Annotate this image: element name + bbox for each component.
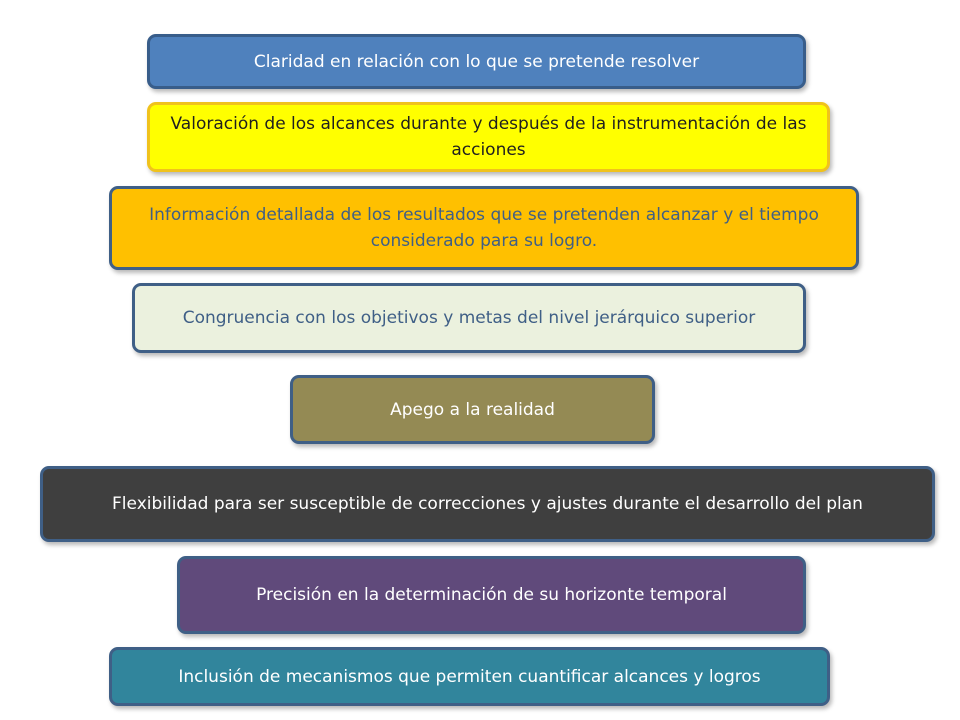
- item-informacion: [109, 186, 859, 270]
- item-apego: [290, 375, 655, 444]
- item-inclusion-text: Inclusión de mecanismos que permiten cuantificar alcances y logros: [178, 666, 761, 687]
- item-inclusion: [109, 647, 830, 706]
- item-valoracion-text: Valoración de los alcances durante y después de la instrumentación de las acciones: [170, 114, 807, 160]
- item-flexibilidad-text: Flexibilidad para ser susceptible de correcciones y ajustes durante el desarrollo del plan: [112, 494, 863, 514]
- item-claridad-text: Claridad en relación con lo que se pretende resolver: [253, 51, 700, 72]
- item-congruencia: [132, 283, 806, 353]
- item-claridad: [147, 34, 806, 89]
- item-apego-text: Apego a la realidad: [390, 399, 555, 420]
- item-precision-text: Precisión en la determinación de su horizonte temporal: [256, 585, 727, 605]
- item-flexibilidad: [40, 466, 935, 542]
- item-precision: [177, 556, 806, 634]
- item-valoracion: [147, 102, 830, 172]
- item-congruencia-text: Congruencia con los objetivos y metas del nivel jerárquico superior: [182, 308, 756, 328]
- item-informacion-text: Información detallada de los resultados que se pretenden alcanzar y el tiempo considerado para su logro.: [149, 205, 819, 251]
